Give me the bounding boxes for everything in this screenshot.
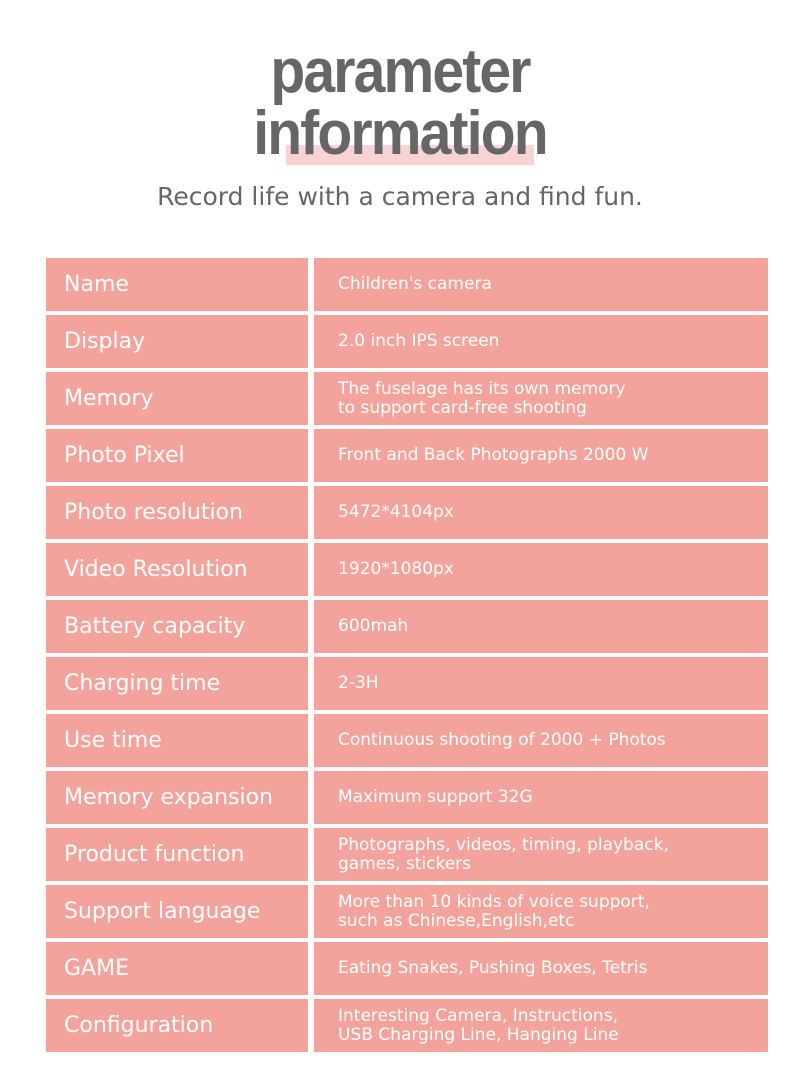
spec-value: The fuselage has its own memory to support card-free shooting bbox=[314, 372, 768, 425]
spec-value: Continuous shooting of 2000 + Photos bbox=[314, 714, 768, 767]
spec-value: More than 10 kinds of voice support, such as Chinese,English,etc bbox=[314, 885, 768, 938]
spec-value: Eating Snakes, Pushing Boxes, Tetris bbox=[314, 942, 768, 995]
spec-label: Configuration bbox=[46, 999, 308, 1052]
spec-row bbox=[46, 429, 768, 482]
spec-value: 2.0 inch IPS screen bbox=[314, 315, 768, 368]
title-overlay-information-text: information bbox=[253, 99, 547, 168]
spec-row bbox=[46, 258, 768, 311]
spec-label: Display bbox=[46, 315, 308, 368]
spec-label: Video Resolution bbox=[46, 543, 308, 596]
spec-row bbox=[46, 714, 768, 767]
spec-row bbox=[46, 999, 768, 1052]
title-highlight-bar bbox=[286, 145, 534, 165]
spec-label: Memory expansion bbox=[46, 771, 308, 824]
spec-value: 5472*4104px bbox=[314, 486, 768, 539]
spec-table bbox=[46, 258, 768, 1056]
spec-value: Interesting Camera, Instructions, USB Charging Line, Hanging Line bbox=[314, 999, 768, 1052]
title-line-parameter: parameter bbox=[270, 37, 530, 106]
spec-label: Use time bbox=[46, 714, 308, 767]
page-subtitle: Record life with a camera and find fun. bbox=[157, 182, 643, 211]
spec-row bbox=[46, 600, 768, 653]
spec-value: Photographs, videos, timing, playback, games, stickers bbox=[314, 828, 768, 881]
spec-row bbox=[46, 828, 768, 881]
spec-row bbox=[46, 543, 768, 596]
spec-label: Support language bbox=[46, 885, 308, 938]
spec-label: Memory bbox=[46, 372, 308, 425]
spec-value: Maximum support 32G bbox=[314, 771, 768, 824]
spec-label: Battery capacity bbox=[46, 600, 308, 653]
spec-value: 600mah bbox=[314, 600, 768, 653]
spec-label: Product function bbox=[46, 828, 308, 881]
spec-row bbox=[46, 885, 768, 938]
spec-row bbox=[46, 315, 768, 368]
spec-label: Photo resolution bbox=[46, 486, 308, 539]
spec-row bbox=[46, 372, 768, 425]
spec-row bbox=[46, 486, 768, 539]
spec-row bbox=[46, 942, 768, 995]
spec-label: Photo Pixel bbox=[46, 429, 308, 482]
spec-row bbox=[46, 657, 768, 710]
spec-row bbox=[46, 771, 768, 824]
spec-label: Name bbox=[46, 258, 308, 311]
spec-value: Children's camera bbox=[314, 258, 768, 311]
spec-label: Charging time bbox=[46, 657, 308, 710]
spec-value: 2-3H bbox=[314, 657, 768, 710]
spec-value: 1920*1080px bbox=[314, 543, 768, 596]
spec-value: Front and Back Photographs 2000 W bbox=[314, 429, 768, 482]
spec-label: GAME bbox=[46, 942, 308, 995]
